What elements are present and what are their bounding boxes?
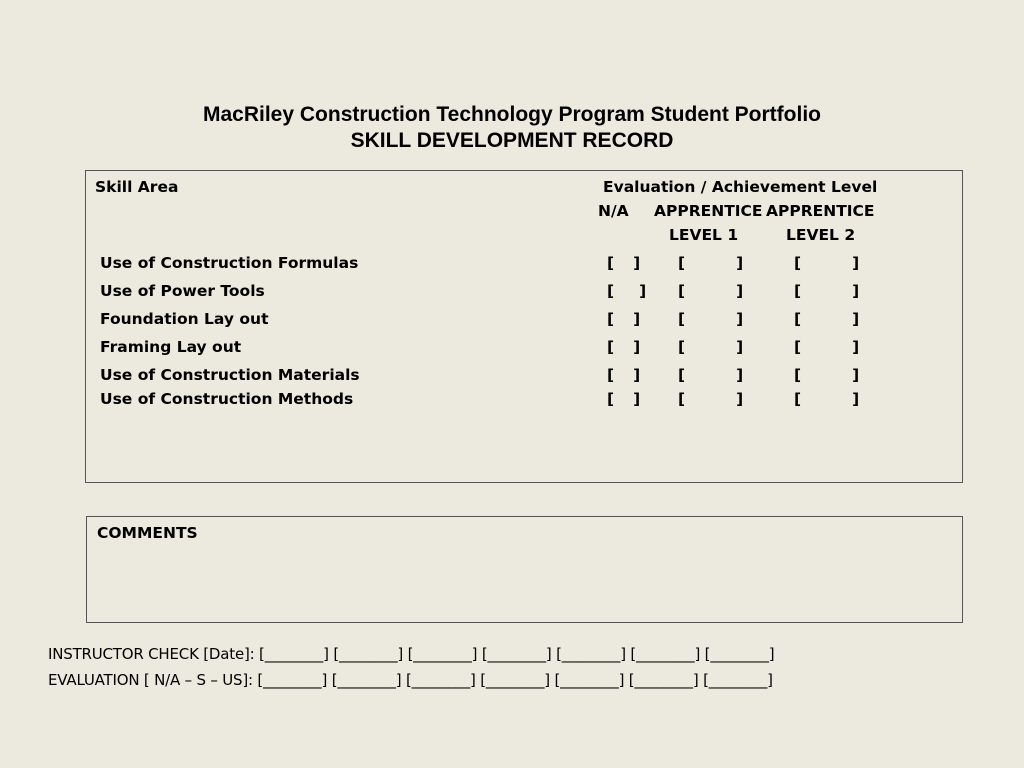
document-title: MacRiley Construction Technology Program Student Portfolio xyxy=(203,103,821,126)
skill-row-label: Use of Construction Formulas xyxy=(100,254,359,272)
column-header-apprentice-1: APPRENTICE xyxy=(654,202,763,220)
na-checkbox[interactable]: [ ] xyxy=(607,338,641,356)
evaluation-header: Evaluation / Achievement Level xyxy=(603,178,878,196)
level1-checkbox[interactable]: [ ] xyxy=(678,390,744,408)
column-header-level-1: LEVEL 1 xyxy=(669,226,739,244)
level2-checkbox[interactable]: [ ] xyxy=(794,390,860,408)
level1-checkbox[interactable]: [ ] xyxy=(678,282,744,300)
level1-checkbox[interactable]: [ ] xyxy=(678,338,744,356)
column-header-na: N/A xyxy=(598,202,629,220)
level1-checkbox[interactable]: [ ] xyxy=(678,310,744,328)
na-checkbox[interactable]: [ ] xyxy=(607,254,641,272)
skill-row-label: Framing Lay out xyxy=(100,338,242,356)
level2-checkbox[interactable]: [ ] xyxy=(794,338,860,356)
level1-checkbox[interactable]: [ ] xyxy=(678,254,744,272)
document-subtitle: SKILL DEVELOPMENT RECORD xyxy=(350,129,674,152)
level2-checkbox[interactable]: [ ] xyxy=(794,254,860,272)
na-checkbox[interactable]: [ ] xyxy=(607,310,641,328)
skill-row-label: Use of Construction Materials xyxy=(100,366,360,384)
skill-row-label: Foundation Lay out xyxy=(100,310,269,328)
level2-checkbox[interactable]: [ ] xyxy=(794,282,860,300)
column-header-apprentice-2: APPRENTICE xyxy=(766,202,875,220)
skill-row-label: Use of Power Tools xyxy=(100,282,265,300)
level2-checkbox[interactable]: [ ] xyxy=(794,366,860,384)
skill-area-header: Skill Area xyxy=(95,178,179,196)
na-checkbox[interactable]: [ ] xyxy=(607,282,647,300)
na-checkbox[interactable]: [ ] xyxy=(607,390,641,408)
skill-row-label: Use of Construction Methods xyxy=(100,390,354,408)
level2-checkbox[interactable]: [ ] xyxy=(794,310,860,328)
na-checkbox[interactable]: [ ] xyxy=(607,366,641,384)
evaluation-line: EVALUATION [ N/A – S – US]: [________] [________] [________] [________] [________] [________] [________] xyxy=(48,671,773,689)
comments-label: COMMENTS xyxy=(97,524,198,542)
instructor-check-line: INSTRUCTOR CHECK [Date]: [________] [________] [________] [________] [________] [________] [________] xyxy=(48,645,775,663)
level1-checkbox[interactable]: [ ] xyxy=(678,366,744,384)
comments-box[interactable] xyxy=(86,516,963,623)
column-header-level-2: LEVEL 2 xyxy=(786,226,856,244)
